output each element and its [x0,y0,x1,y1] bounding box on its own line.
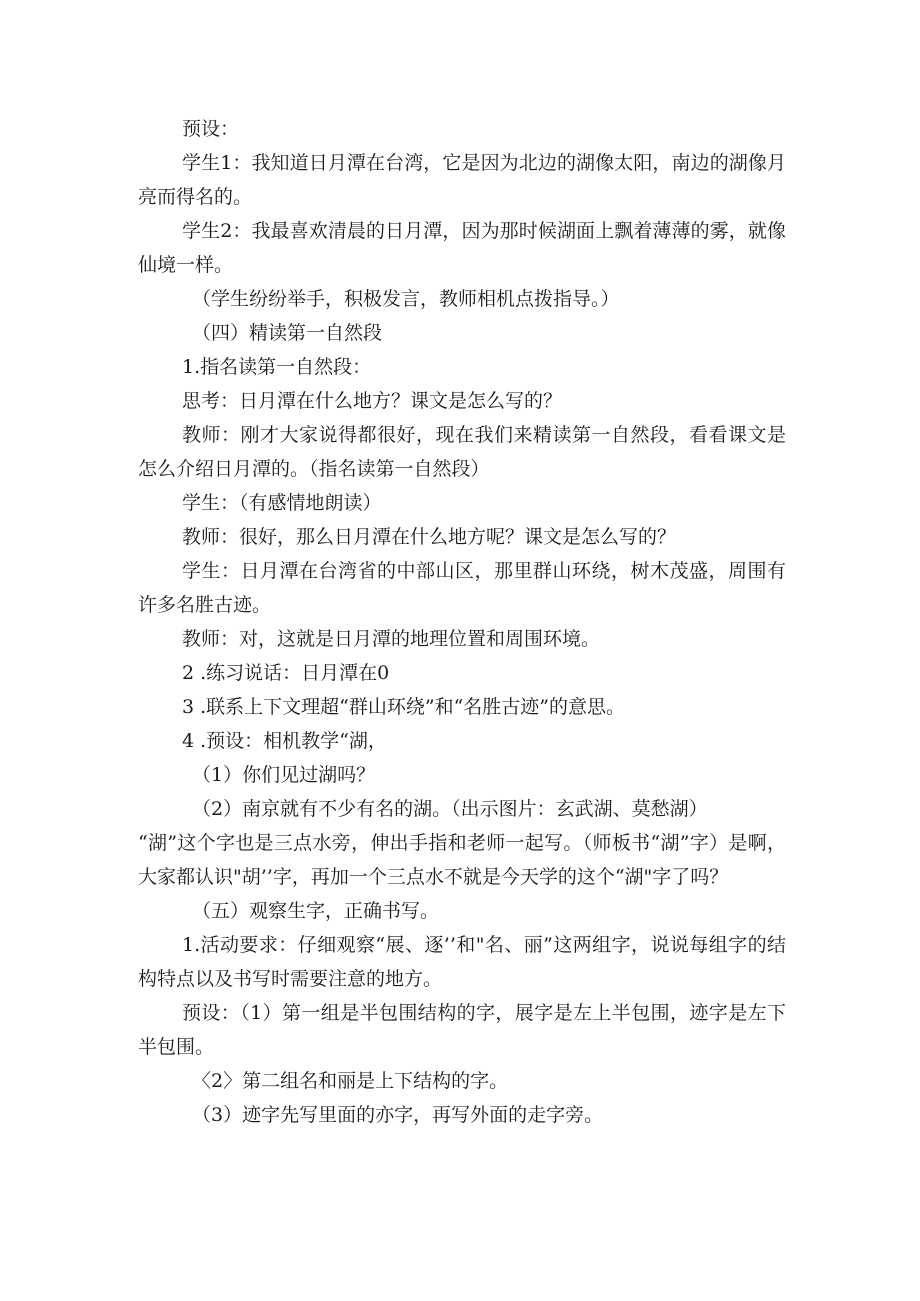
paragraph: 〈2〉第二组名和丽是上下结构的字。 [192,1070,509,1092]
paragraph: 学生1：我知道日月潭在台湾，它是因为北边的湖像太阳，南边的湖像月亮而得名的。 [138,152,786,208]
paragraph: （3）迹字先写里面的亦字，再写外面的走字旁。 [192,1104,604,1126]
section-heading: （五）观察生字，正确书写。 [192,900,440,922]
paragraph: 4 .预设：相机教学“湖， [182,730,387,752]
paragraph: （学生纷纷举手，积极发言，教师相机点拨指导。） [192,288,620,310]
paragraph: 教师：对，这就是日月潭的地理位置和周围环境。 [182,628,601,650]
paragraph: 预设： [182,118,240,140]
document-body [138,112,786,1132]
paragraph: 预设：（1）第一组是半包围结构的字，展字是左上半包围，迹字是左下半包围。 [138,1002,786,1058]
paragraph: 学生：日月潭在台湾省的中部山区，那里群山环绕，树木茂盛，周围有许多名胜古迹。 [138,560,786,616]
paragraph: 思考：日月潭在什么地方？课文是怎么写的？ [182,390,563,412]
paragraph: “湖”这个字也是三点水旁，伸出手指和老师一起写。（师板书“湖”字）是啊，大家都认识"胡’’字，再加一个三点水不就是今天学的这个“湖"字了吗？ [138,832,786,888]
paragraph: 学生：（有感情地朗读） [182,492,382,514]
paragraph: 教师：刚才大家说得都很好，现在我们来精读第一自然段，看看课文是怎么介绍日月潭的。（指名读第一自然段） [138,424,786,480]
paragraph: （1）你们见过湖吗？ [192,764,376,786]
paragraph: 3 .联系上下文理超“群山环绕”和“名胜古迹”的意思。 [182,696,626,718]
section-heading: （四）精读第一自然段 [192,322,383,344]
paragraph: 学生2：我最喜欢清晨的日月潭，因为那时候湖面上飘着薄薄的雾，就像仙境一样。 [138,220,786,276]
paragraph: （2）南京就有不少有名的湖。（出示图片：玄武湖、莫愁湖） [192,798,708,820]
paragraph: 2 .练习说话：日月潭在0 [182,662,390,684]
paragraph: 1.活动要求：仔细观察“展、逐’’和"名、丽”这两组字，说说每组字的结构特点以及书写时需要注意的地方。 [138,934,786,990]
paragraph: 1.指名读第一自然段： [182,356,372,378]
paragraph: 教师：很好，那么日月潭在什么地方呢？课文是怎么写的？ [182,526,677,548]
